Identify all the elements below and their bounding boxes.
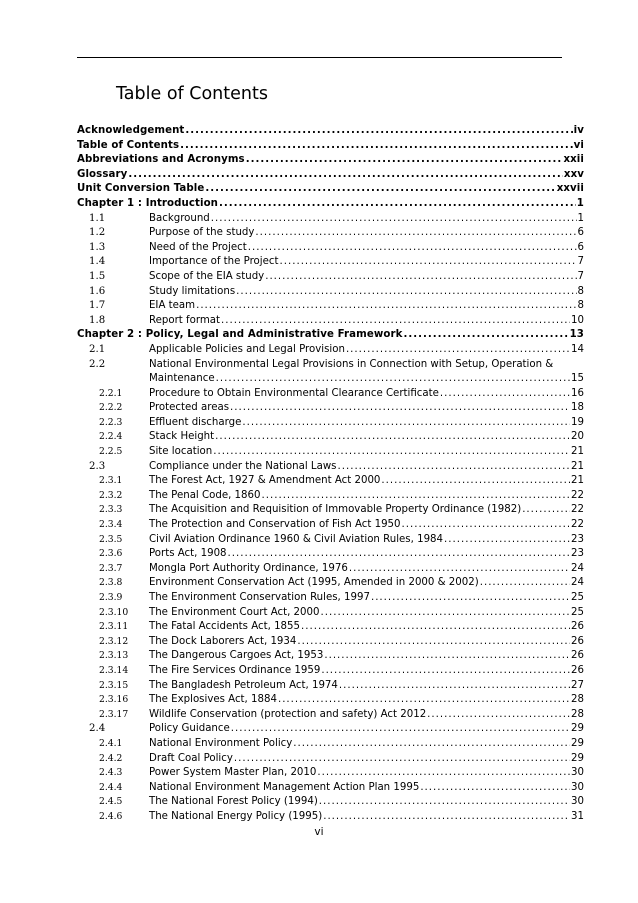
toc-entry[interactable] xyxy=(77,474,584,489)
toc-entry[interactable] xyxy=(77,693,584,708)
toc-entry-title: EIA team xyxy=(149,299,196,314)
toc-entry-title: The Environment Conservation Rules, 1997 xyxy=(149,591,371,606)
toc-entry-title: Site location xyxy=(149,445,213,460)
toc-entry[interactable] xyxy=(77,649,584,664)
toc-entry-title: Table of Contents xyxy=(77,139,180,154)
toc-leader-dots xyxy=(185,124,572,139)
toc-entry-number: 2.3.8 xyxy=(99,577,123,589)
toc-entry-title: Draft Coal Policy xyxy=(149,752,234,767)
toc-entry-page: 26 xyxy=(571,635,584,647)
toc-entry-number: 2.4.6 xyxy=(99,810,123,822)
toc-entry[interactable] xyxy=(77,139,584,154)
toc-entry-title: National Environment Policy xyxy=(149,737,293,752)
toc-leader-dots xyxy=(402,518,571,533)
toc-entry-number: 2.3.2 xyxy=(99,489,123,501)
toc-entry[interactable] xyxy=(77,372,584,387)
toc-entry-page: 14 xyxy=(571,343,584,355)
toc-leader-dots xyxy=(339,679,570,694)
toc-entry-page: 29 xyxy=(571,752,584,764)
toc-entry-number: 2.3.7 xyxy=(99,562,123,574)
toc-entry-number: 1.5 xyxy=(89,270,106,282)
toc-leader-dots xyxy=(346,343,570,358)
toc-entry[interactable] xyxy=(77,562,584,577)
toc-entry[interactable] xyxy=(77,518,584,533)
toc-entry-title: The Bangladesh Petroleum Act, 1974 xyxy=(149,679,339,694)
toc-leader-dots xyxy=(205,182,555,197)
toc-leader-dots xyxy=(337,460,570,475)
toc-entry-title: Need of the Project xyxy=(149,241,248,256)
toc-entry-number: 2.3.13 xyxy=(99,650,129,662)
toc-entry-number: 1.2 xyxy=(89,227,106,239)
toc-entry[interactable] xyxy=(77,781,584,796)
toc-entry-page: 13 xyxy=(569,329,584,341)
toc-entry-title: Study limitations xyxy=(149,285,236,300)
toc-entry[interactable] xyxy=(77,606,584,621)
toc-leader-dots xyxy=(180,139,573,154)
toc-entry-page: 30 xyxy=(571,796,584,808)
toc-entry[interactable] xyxy=(77,503,584,518)
toc-entry-title: The National Forest Policy (1994) xyxy=(149,795,319,810)
toc-leader-dots xyxy=(236,285,576,300)
toc-entry-title: Purpose of the study xyxy=(149,226,255,241)
toc-entry-number: 2.4 xyxy=(89,723,106,735)
toc-leader-dots xyxy=(221,314,570,329)
toc-entry-title: Ports Act, 1908 xyxy=(149,547,228,562)
toc-entry-number: 2.3.16 xyxy=(99,694,129,706)
toc-entry-page: 21 xyxy=(571,460,584,472)
toc-leader-dots xyxy=(321,664,570,679)
toc-leader-dots xyxy=(213,445,570,460)
toc-entry-number: 1.1 xyxy=(89,212,106,224)
toc-entry-number: 2.4.4 xyxy=(99,781,123,793)
toc-entry-number: 2.2.5 xyxy=(99,446,123,458)
toc-entry[interactable] xyxy=(77,241,584,256)
toc-entry-page: 16 xyxy=(571,387,584,399)
toc-leader-dots xyxy=(280,255,577,270)
toc-leader-dots xyxy=(349,562,570,577)
toc-entry-page: 31 xyxy=(571,810,584,822)
toc-entry[interactable] xyxy=(77,708,584,723)
toc-entry-page: 20 xyxy=(571,431,584,443)
toc-leader-dots xyxy=(234,752,570,767)
toc-entry-title: Policy Guidance xyxy=(149,722,231,737)
toc-entry-number: 2.3.6 xyxy=(99,548,123,560)
toc-leader-dots xyxy=(444,533,570,548)
toc-entry[interactable] xyxy=(77,255,584,270)
toc-entry-title: Environment Conservation Act (1995, Amended in 2000 & 2002) xyxy=(149,576,480,591)
toc-entry-page: 29 xyxy=(571,737,584,749)
toc-entry-number: 2.3.17 xyxy=(99,708,129,720)
toc-leader-dots xyxy=(381,474,570,489)
toc-entry-number: 2.3.10 xyxy=(99,606,129,618)
toc-leader-dots xyxy=(301,620,570,635)
toc-entry-page: xxvii xyxy=(556,183,584,195)
toc-entry[interactable] xyxy=(77,722,584,737)
toc-entry-title: Unit Conversion Table xyxy=(77,182,205,197)
toc-entry-number: 2.2 xyxy=(89,358,106,370)
toc-entry-number: 2.3.14 xyxy=(99,664,129,676)
toc-entry-title: Acknowledgement xyxy=(77,124,185,139)
toc-list xyxy=(77,124,584,825)
toc-entry-title: Importance of the Project xyxy=(149,255,280,270)
toc-entry-number: 2.3.9 xyxy=(99,592,123,603)
toc-entry-title: Scope of the EIA study xyxy=(149,270,265,285)
toc-entry-title: Procedure to Obtain Environmental Clearance Certificate xyxy=(149,387,440,402)
toc-entry[interactable] xyxy=(77,547,584,562)
toc-entry-page: 22 xyxy=(571,519,584,531)
toc-entry[interactable] xyxy=(77,182,584,197)
toc-leader-dots xyxy=(262,489,571,504)
toc-entry[interactable] xyxy=(77,752,584,767)
toc-entry-page: 27 xyxy=(571,679,584,691)
toc-leader-dots xyxy=(265,270,576,285)
toc-entry-page: 24 xyxy=(571,577,584,589)
toc-entry-title: The Explosives Act, 1884 xyxy=(149,693,278,708)
toc-leader-dots xyxy=(371,591,570,606)
toc-entry[interactable] xyxy=(77,489,584,504)
toc-entry[interactable] xyxy=(77,168,584,183)
toc-entry[interactable] xyxy=(77,664,584,679)
toc-leader-dots xyxy=(420,781,570,796)
toc-leader-dots xyxy=(522,503,570,518)
toc-entry-page: 7 xyxy=(577,256,584,268)
toc-entry[interactable] xyxy=(77,314,584,329)
toc-entry-title: National Environment Management Action Plan 1995 xyxy=(149,781,420,796)
toc-entry[interactable] xyxy=(77,737,584,752)
toc-entry-number: 2.3.15 xyxy=(99,679,129,691)
toc-entry-number: 2.4.3 xyxy=(99,767,123,779)
toc-entry[interactable] xyxy=(77,153,584,168)
toc-entry-page: 25 xyxy=(571,606,584,618)
toc-entry-page: 18 xyxy=(571,402,584,414)
toc-entry-page: 21 xyxy=(571,446,584,458)
toc-entry-page: xxii xyxy=(563,154,584,166)
toc-entry-title: Background xyxy=(149,212,211,227)
toc-entry-page: 7 xyxy=(577,270,584,282)
toc-entry-title: Wildlife Conservation (protection and safety) Act 2012 xyxy=(149,708,427,723)
toc-entry-page: 8 xyxy=(577,285,584,297)
toc-entry-title: The Environment Court Act, 2000 xyxy=(149,606,321,621)
toc-entry-page: 25 xyxy=(571,592,584,603)
toc-entry-page: 6 xyxy=(577,227,584,239)
toc-entry-number: 2.3.12 xyxy=(99,635,129,647)
toc-entry[interactable] xyxy=(77,401,584,416)
toc-leader-dots xyxy=(230,401,570,416)
toc-leader-dots xyxy=(216,372,570,387)
toc-entry-page: 1 xyxy=(576,197,584,209)
toc-entry[interactable] xyxy=(77,795,584,810)
toc-entry[interactable] xyxy=(77,620,584,635)
toc-entry-title: Power System Master Plan, 2010 xyxy=(149,766,317,781)
toc-leader-dots xyxy=(246,153,563,168)
toc-leader-dots xyxy=(480,576,570,591)
toc-entry[interactable] xyxy=(77,635,584,650)
toc-entry-number: 1.3 xyxy=(89,241,106,253)
toc-entry-number: 2.3.11 xyxy=(99,621,129,633)
toc-entry-title: Protected areas xyxy=(149,401,230,416)
toc-leader-dots xyxy=(278,693,570,708)
toc-entry[interactable] xyxy=(77,328,584,343)
toc-entry[interactable] xyxy=(77,591,584,606)
toc-leader-dots xyxy=(228,547,571,562)
toc-entry[interactable] xyxy=(77,766,584,781)
toc-entry-title: The Dock Laborers Act, 1934 xyxy=(149,635,297,650)
toc-entry-title: Abbreviations and Acronyms xyxy=(77,153,246,168)
toc-entry-number: 1.4 xyxy=(89,256,106,268)
toc-entry-page: 28 xyxy=(571,708,584,720)
toc-entry-page: 26 xyxy=(571,664,584,676)
toc-entry-page: 6 xyxy=(577,241,584,253)
toc-entry[interactable] xyxy=(77,343,584,358)
toc-entry-page: 29 xyxy=(571,723,584,735)
toc-leader-dots xyxy=(196,299,576,314)
toc-entry-title: The Forest Act, 1927 & Amendment Act 2000 xyxy=(149,474,381,489)
toc-entry-page: 30 xyxy=(571,781,584,793)
toc-leader-dots xyxy=(317,766,570,781)
toc-entry-page: 19 xyxy=(571,416,584,428)
toc-heading: Table of Contents xyxy=(116,84,268,104)
toc-entry[interactable] xyxy=(77,358,584,373)
toc-entry-page: 26 xyxy=(571,650,584,662)
toc-entry-title: Glossary xyxy=(77,168,128,183)
toc-entry[interactable] xyxy=(77,679,584,694)
toc-leader-dots xyxy=(321,606,571,621)
toc-entry-number: 2.3.1 xyxy=(99,475,123,487)
toc-entry-page: 15 xyxy=(571,373,584,385)
toc-entry-title: Applicable Policies and Legal Provision xyxy=(149,343,346,358)
toc-entry[interactable] xyxy=(77,430,584,445)
toc-leader-dots xyxy=(128,168,563,183)
toc-leader-dots xyxy=(297,635,570,650)
toc-entry-number: 2.4.5 xyxy=(99,796,123,808)
toc-entry-number: 1.6 xyxy=(89,285,106,297)
toc-leader-dots xyxy=(293,737,570,752)
toc-entry[interactable] xyxy=(77,810,584,825)
toc-entry-number: 2.4.1 xyxy=(99,737,123,749)
toc-entry-page: vi xyxy=(573,139,584,151)
toc-leader-dots xyxy=(319,795,570,810)
toc-entry-title: The Protection and Conservation of Fish Act 1950 xyxy=(149,518,402,533)
toc-leader-dots xyxy=(219,197,576,212)
toc-entry[interactable] xyxy=(77,124,584,139)
toc-entry-title: Maintenance xyxy=(149,372,216,387)
toc-entry-page: 1 xyxy=(577,212,584,224)
toc-entry-page: 23 xyxy=(571,548,584,560)
toc-entry-title: Stack Height xyxy=(149,430,215,445)
toc-entry-title: Chapter 2 : Policy, Legal and Administrative Framework xyxy=(77,328,404,343)
toc-entry-page: 8 xyxy=(577,300,584,312)
toc-entry-number: 2.2.4 xyxy=(99,431,123,443)
toc-leader-dots xyxy=(440,387,570,402)
toc-entry-number: 2.3.4 xyxy=(99,519,123,531)
toc-entry-number: 2.4.2 xyxy=(99,752,123,764)
toc-entry-title: The Penal Code, 1860 xyxy=(149,489,262,504)
toc-entry-page: 22 xyxy=(571,504,584,516)
toc-entry-title: The Fatal Accidents Act, 1855 xyxy=(149,620,301,635)
toc-entry-title: Report format xyxy=(149,314,221,329)
toc-entry-title: The Acquisition and Requisition of Immovable Property Ordinance (1982) xyxy=(149,503,522,518)
toc-leader-dots xyxy=(242,416,570,431)
toc-entry-page: 23 xyxy=(571,533,584,545)
toc-leader-dots xyxy=(211,212,577,227)
toc-entry-title: Civil Aviation Ordinance 1960 & Civil Aviation Rules, 1984 xyxy=(149,533,444,548)
toc-entry-title: The Dangerous Cargoes Act, 1953 xyxy=(149,649,324,664)
toc-leader-dots xyxy=(248,241,577,256)
toc-leader-dots xyxy=(324,649,570,664)
toc-entry-title: Chapter 1 : Introduction xyxy=(77,197,219,212)
toc-entry[interactable] xyxy=(77,285,584,300)
toc-entry[interactable] xyxy=(77,416,584,431)
toc-entry-title: The National Energy Policy (1995) xyxy=(149,810,323,825)
toc-entry[interactable] xyxy=(77,299,584,314)
toc-entry-number: 2.3.5 xyxy=(99,533,123,545)
toc-entry[interactable] xyxy=(77,460,584,475)
toc-entry-page: 10 xyxy=(571,314,584,326)
toc-entry-title: Compliance under the National Laws xyxy=(149,460,337,475)
toc-entry-page: 28 xyxy=(571,694,584,706)
toc-entry-number: 2.3.3 xyxy=(99,504,123,516)
toc-entry-number: 1.8 xyxy=(89,314,106,326)
toc-entry[interactable] xyxy=(77,387,584,402)
header-rule xyxy=(77,57,562,58)
toc-entry-page: 21 xyxy=(571,475,584,487)
toc-entry-title: Effluent discharge xyxy=(149,416,242,431)
toc-entry-number: 2.2.2 xyxy=(99,402,123,414)
toc-entry[interactable] xyxy=(77,533,584,548)
toc-entry-number: 1.7 xyxy=(89,300,106,312)
toc-entry[interactable] xyxy=(77,197,584,212)
toc-leader-dots xyxy=(215,430,570,445)
toc-entry-page: xxv xyxy=(563,168,584,180)
toc-entry-title: National Environmental Legal Provisions in Connection with Setup, Operation & xyxy=(149,358,554,370)
page-number: vi xyxy=(314,826,324,838)
toc-entry[interactable] xyxy=(77,270,584,285)
toc-leader-dots xyxy=(255,226,576,241)
toc-leader-dots xyxy=(404,328,569,343)
toc-entry[interactable] xyxy=(77,226,584,241)
toc-leader-dots xyxy=(323,810,570,825)
toc-leader-dots xyxy=(231,722,570,737)
toc-leader-dots xyxy=(427,708,570,723)
toc-entry[interactable] xyxy=(77,212,584,227)
toc-entry-number: 2.2.3 xyxy=(99,416,123,428)
toc-entry-page: 30 xyxy=(571,767,584,779)
toc-entry-title: Mongla Port Authority Ordinance, 1976 xyxy=(149,562,349,577)
toc-entry[interactable] xyxy=(77,576,584,591)
toc-entry-number: 2.1 xyxy=(89,343,106,355)
toc-entry-page: 22 xyxy=(571,489,584,501)
toc-entry-page: iv xyxy=(573,125,584,136)
toc-entry-number: 2.3 xyxy=(89,460,106,472)
toc-entry-page: 24 xyxy=(571,562,584,574)
toc-entry-page: 26 xyxy=(571,621,584,633)
toc-entry[interactable] xyxy=(77,445,584,460)
toc-entry-title: The Fire Services Ordinance 1959 xyxy=(149,664,321,679)
toc-entry-number: 2.2.1 xyxy=(99,387,123,399)
